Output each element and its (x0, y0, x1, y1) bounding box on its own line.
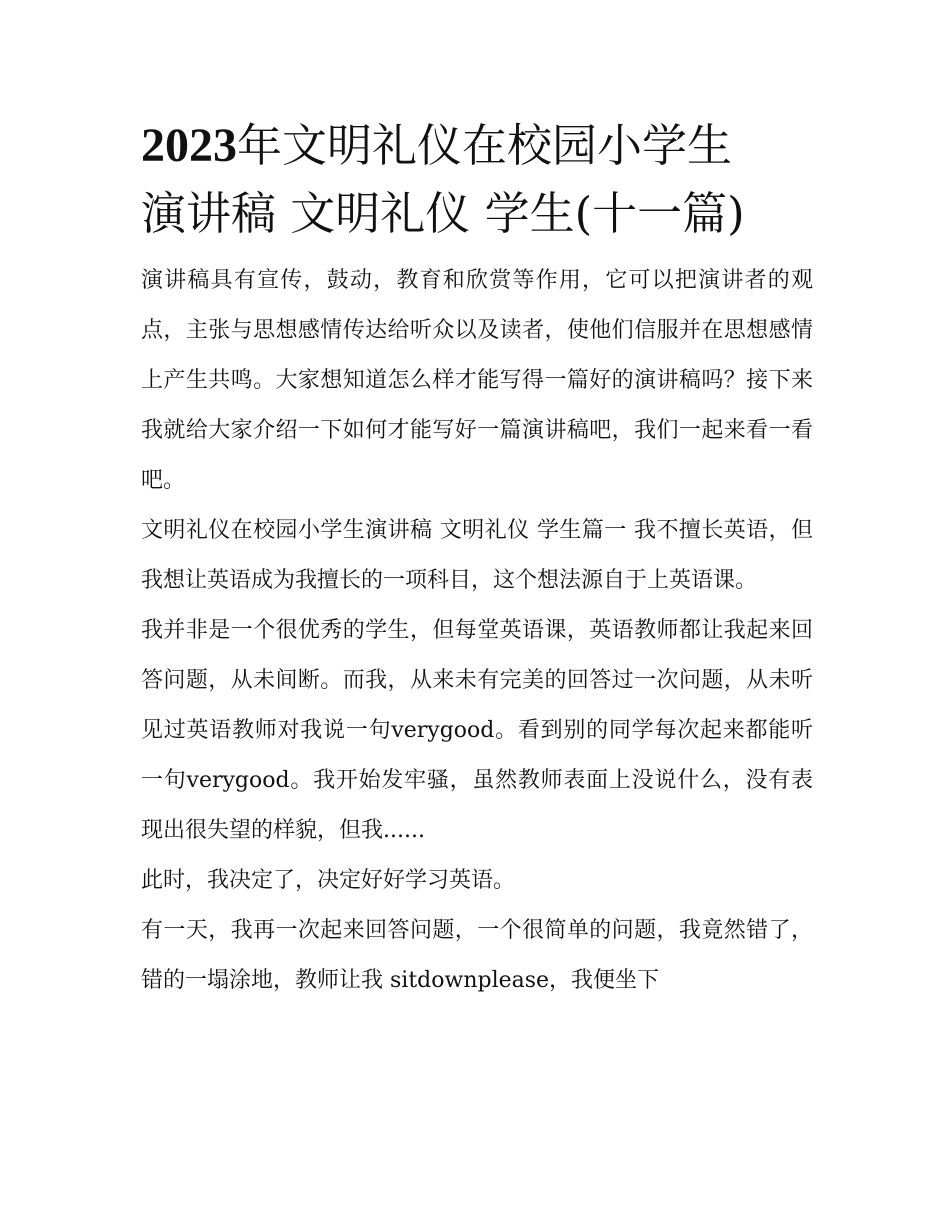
document-title (141, 112, 813, 248)
title-year: 2023 (141, 119, 237, 172)
paragraph-1: 文明礼仪在校园小学生演讲稿 文明礼仪 学生篇一 我不擅长英语，但我想让英语成为我擅长的一项科目，这个想法源自于上英语课。 (141, 518, 813, 593)
title-line1-text: 年文明礼仪在校园小学生 (237, 119, 733, 172)
paragraph-3: 此时，我决定了，决定好好学习英语。 (141, 868, 516, 893)
title-line2-text: 演讲稿 文明礼仪 学生(十一篇) (141, 187, 745, 240)
paragraph-intro: 演讲稿具有宣传，鼓动，教育和欣赏等作用，它可以把演讲者的观点，主张与思想感情传达给听众以及读者，使他们信服并在思想感情上产生共鸣。大家想知道怎么样才能写得一篇好的演讲稿吗？接下来我就给大家介绍一下如何才能写好一篇演讲稿吧，我们一起来看一看吧。 (141, 268, 813, 493)
paragraph-4: 有一天，我再一次起来回答问题，一个很简单的问题，我竟然错了，错的一塌涂地，教师让我 sitdownplease，我便坐下 (141, 918, 813, 993)
document-body (141, 256, 813, 1006)
document-page (141, 112, 813, 1006)
paragraph-2: 我并非是一个很优秀的学生，但每堂英语课，英语教师都让我起来回答问题，从未间断。而我，从来未有完美的回答过一次问题，从未听见过英语教师对我说一句verygood。看到别的同学每次起来都能听一句verygood。我开始发牢骚，虽然教师表面上没说什么，没有表现出很失望的样貌，但我...... (141, 618, 813, 843)
